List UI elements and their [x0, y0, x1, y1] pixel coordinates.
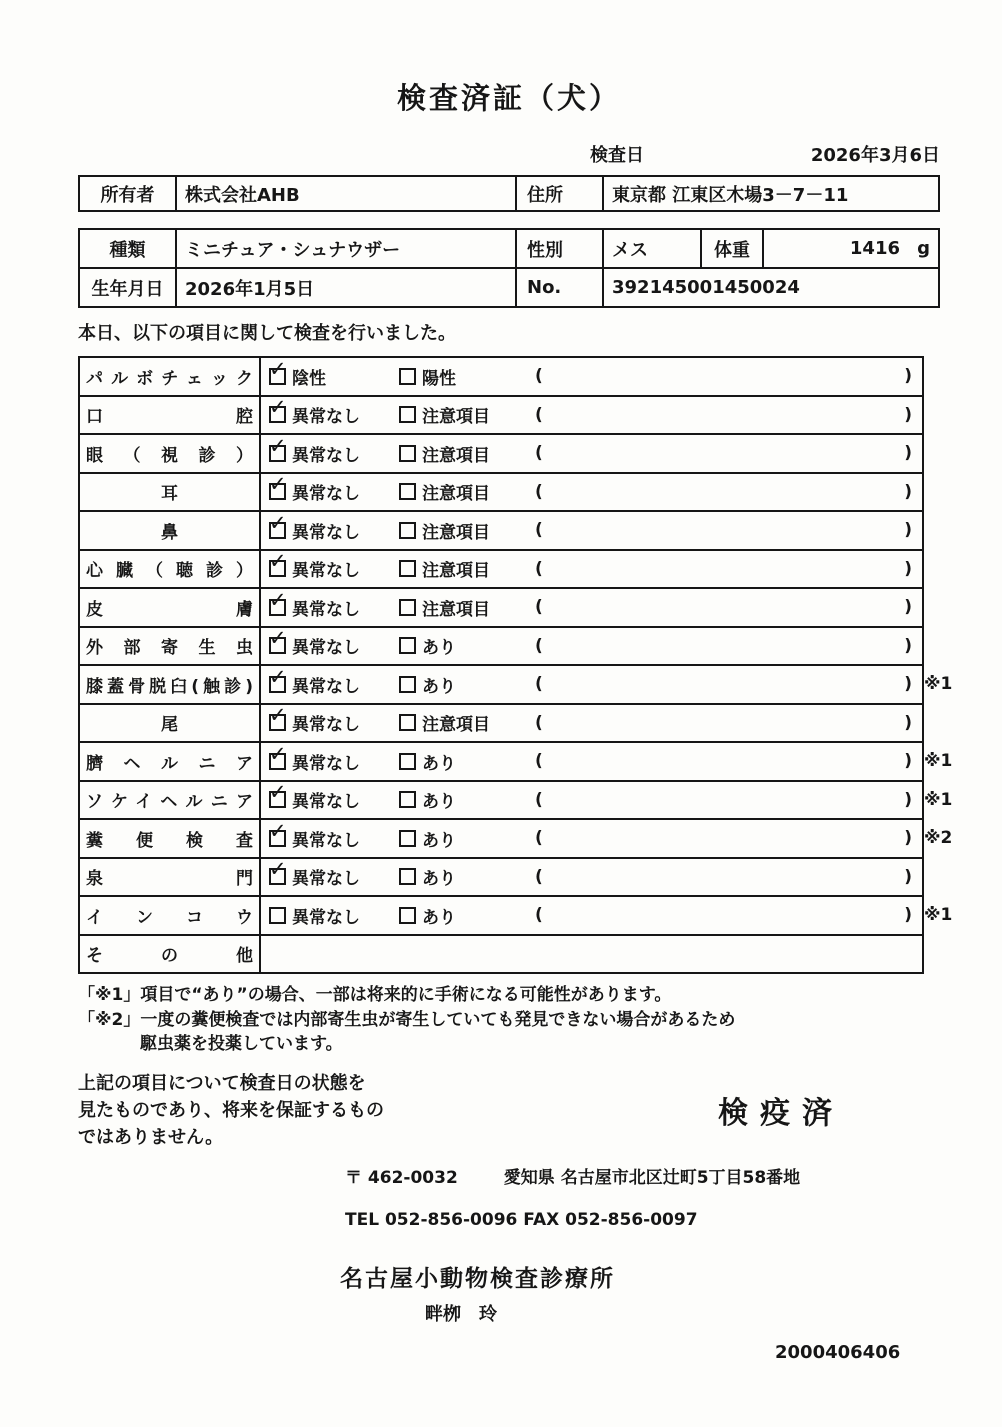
checklist-table: [78, 356, 953, 974]
paren-open: (: [535, 366, 543, 387]
item-label-text: 眼（視診）: [86, 445, 253, 466]
item-options: [261, 666, 922, 703]
weight-label: 体重: [701, 229, 763, 268]
option2-label: 注意項目: [422, 715, 490, 736]
option2-label: あり: [422, 676, 456, 697]
option1-label: 異常なし: [292, 484, 360, 505]
paren-close: ): [904, 674, 912, 695]
paren-open: (: [535, 751, 543, 772]
row-note: ※2: [924, 828, 953, 849]
option2: [399, 787, 535, 812]
option1-label: 異常なし: [292, 522, 360, 543]
option2: [399, 441, 535, 466]
paren-open: (: [535, 866, 543, 887]
option1-label: 異常なし: [292, 445, 360, 466]
item-label-text: 尾: [161, 715, 178, 736]
option2-checkbox: [399, 791, 416, 808]
item-options: [261, 474, 922, 511]
option1-label: 異常なし: [292, 830, 360, 851]
option2-checkbox: [399, 368, 416, 385]
item-label-cell: [80, 820, 261, 857]
item-label-text: 外部寄生虫: [86, 638, 253, 659]
item-label-cell: [80, 551, 261, 588]
item-label-cell: [80, 782, 261, 819]
item-options: [261, 782, 922, 819]
option1: [269, 710, 399, 735]
paren-close: ): [904, 905, 912, 926]
checklist-row: [80, 512, 922, 551]
option2-label: あり: [422, 907, 456, 928]
item-options: [261, 551, 922, 588]
option1-checkbox: [269, 791, 286, 808]
paren-open: (: [535, 712, 543, 733]
option1: [269, 672, 399, 697]
item-options: [261, 820, 922, 857]
paren-close: ): [904, 558, 912, 579]
item-label-cell: [80, 666, 261, 703]
option2: [399, 518, 535, 543]
checklist-row: [80, 897, 953, 936]
checklist-row: [80, 743, 953, 782]
option1: [269, 518, 399, 543]
paren-open: (: [535, 597, 543, 618]
item-options: [261, 936, 922, 973]
option1-checkbox: [269, 714, 286, 731]
checklist-row: [80, 397, 922, 436]
option2: [399, 633, 535, 658]
option1-label: 異常なし: [292, 561, 360, 582]
paren-open: (: [535, 443, 543, 464]
paren-close: ): [904, 404, 912, 425]
option2-checkbox: [399, 676, 416, 693]
disclaimer-and-stamp: [78, 1070, 940, 1151]
checklist-row: [80, 358, 922, 397]
option2-label: 陽性: [422, 368, 456, 389]
checklist-body: [80, 358, 953, 972]
option1-label: 異常なし: [292, 792, 360, 813]
option2: [399, 672, 535, 697]
intro-text: 本日、以下の項目に関して検査を行いました。: [78, 323, 456, 344]
item-options: [261, 705, 922, 742]
option2: [399, 402, 535, 427]
serial-number: 2000406406: [775, 1341, 901, 1363]
clinic-postal-code: 〒 462-0032: [345, 1167, 458, 1188]
checklist-row: [80, 589, 922, 628]
footnote-2-line1: 「※2」一度の糞便検査では内部寄生虫が寄生していても発見できない場合があるため: [78, 1009, 736, 1030]
item-label-text: パルボチェック: [86, 368, 253, 389]
option1-label: 陰性: [292, 368, 326, 389]
item-options: [261, 859, 922, 896]
option1-checkbox: [269, 368, 286, 385]
breed-label: 種類: [79, 229, 176, 268]
paren-close: ): [904, 635, 912, 656]
option2-checkbox: [399, 907, 416, 924]
option1-checkbox: [269, 483, 286, 500]
item-options: [261, 628, 922, 665]
option2-checkbox: [399, 868, 416, 885]
item-label-cell: [80, 474, 261, 511]
address-label: 住所: [516, 176, 603, 211]
checklist-row: [80, 666, 953, 705]
option2-checkbox: [399, 830, 416, 847]
option2: [399, 364, 535, 389]
item-label-cell: [80, 358, 261, 395]
option2-checkbox: [399, 637, 416, 654]
row-note: ※1: [924, 751, 953, 772]
option1-label: 異常なし: [292, 869, 360, 890]
item-label-text: 泉門: [86, 869, 253, 890]
weight-unit: g: [917, 238, 930, 259]
item-label-text: 臍ヘルニア: [86, 753, 253, 774]
paren-open: (: [535, 674, 543, 695]
option1-label: 異常なし: [292, 753, 360, 774]
item-label-text: その他: [86, 946, 253, 967]
disclaimer-line1: 上記の項目について検査日の状態を: [78, 1072, 366, 1094]
pet-table: [78, 228, 940, 308]
paren-close: ): [904, 520, 912, 541]
item-label-text: 口腔: [86, 407, 253, 428]
option1: [269, 903, 399, 928]
item-label-text: 膝蓋骨脱臼(触診): [86, 676, 253, 697]
owner-label: 所有者: [79, 176, 176, 211]
birthdate-value: 2026年1月5日: [176, 268, 516, 307]
option2-label: あり: [422, 830, 456, 851]
paren-open: (: [535, 828, 543, 849]
item-options: [261, 512, 922, 549]
option1-checkbox: [269, 637, 286, 654]
option1: [269, 556, 399, 581]
footnote-1: 「※1」項目で“あり”の場合、一部は将来的に手術になる可能性があります。: [78, 985, 672, 1005]
option1-checkbox: [269, 676, 286, 693]
item-options: [261, 589, 922, 626]
checklist-row: [80, 820, 953, 859]
item-label-text: 皮膚: [86, 599, 253, 620]
item-label-text: 糞便検査: [86, 830, 253, 851]
option1-label: 異常なし: [292, 676, 360, 697]
page-title: 検査済証（犬）: [396, 81, 621, 115]
paren-close: ): [904, 866, 912, 887]
option1-label: 異常なし: [292, 407, 360, 428]
paren-close: ): [904, 712, 912, 733]
option1-label: 異常なし: [292, 907, 360, 928]
option1-label: 異常なし: [292, 638, 360, 659]
option2: [399, 479, 535, 504]
paren-open: (: [535, 481, 543, 502]
checklist-row: [80, 474, 922, 513]
item-label-cell: [80, 628, 261, 665]
owner-table: [78, 175, 940, 212]
breed-value: ミニチュア・シュナウザー: [176, 229, 516, 268]
item-options: [261, 897, 922, 934]
option1-label: 異常なし: [292, 715, 360, 736]
weight-value: 1416 g: [763, 229, 939, 268]
paren-close: ): [904, 751, 912, 772]
checklist-row: [80, 936, 922, 973]
option2: [399, 903, 535, 928]
paren-close: ): [904, 828, 912, 849]
option2-checkbox: [399, 445, 416, 462]
option2-checkbox: [399, 599, 416, 616]
inspection-date-row: [78, 141, 940, 167]
paren-open: (: [535, 404, 543, 425]
option1: [269, 826, 399, 851]
row-note: ※1: [924, 674, 953, 695]
checklist-row: [80, 551, 922, 590]
no-label: No.: [516, 268, 603, 307]
item-options: [261, 435, 922, 472]
inspection-date-value: 2026年3月6日: [810, 145, 940, 166]
option1-checkbox: [269, 522, 286, 539]
checklist-row: [80, 435, 922, 474]
item-options: [261, 743, 922, 780]
sex-label: 性別: [516, 229, 603, 268]
option1-label: 異常なし: [292, 599, 360, 620]
certificate-page: [78, 0, 953, 1363]
inspection-date-label: 検査日: [590, 145, 644, 166]
option1-checkbox: [269, 907, 286, 924]
option2-label: あり: [422, 792, 456, 813]
no-value: 392145001450024: [603, 268, 939, 307]
option1-checkbox: [269, 830, 286, 847]
checklist-row: [80, 782, 953, 821]
option1: [269, 749, 399, 774]
option2: [399, 864, 535, 889]
option2: [399, 749, 535, 774]
option1-checkbox: [269, 445, 286, 462]
option2: [399, 710, 535, 735]
option1-checkbox: [269, 560, 286, 577]
option2: [399, 826, 535, 851]
paren-open: (: [535, 635, 543, 656]
option2: [399, 595, 535, 620]
option1-checkbox: [269, 753, 286, 770]
clinic-tel-fax: TEL 052-856-0096 FAX 052-856-0097: [345, 1209, 698, 1230]
option1: [269, 787, 399, 812]
option2-label: 注意項目: [422, 561, 490, 582]
option1: [269, 633, 399, 658]
item-label-cell: [80, 435, 261, 472]
item-label-cell: [80, 397, 261, 434]
option2-checkbox: [399, 522, 416, 539]
option2-checkbox: [399, 406, 416, 423]
item-label-cell: [80, 589, 261, 626]
option2-label: 注意項目: [422, 484, 490, 505]
item-label-cell: [80, 897, 261, 934]
option2-checkbox: [399, 714, 416, 731]
checklist-row: [80, 628, 922, 667]
clinic-address: 愛知県 名古屋市北区辻町5丁目58番地: [503, 1167, 801, 1188]
item-label-cell: [80, 859, 261, 896]
option1: [269, 595, 399, 620]
paren-open: (: [535, 905, 543, 926]
item-label-text: 鼻: [161, 522, 178, 543]
paren-close: ): [904, 443, 912, 464]
row-note: ※1: [924, 789, 953, 810]
option2-label: あり: [422, 638, 456, 659]
clinic-address-line: [345, 1163, 940, 1188]
option2-label: 注意項目: [422, 522, 490, 543]
checklist-row: [80, 705, 922, 744]
disclaimer-line3: ではありません。: [78, 1126, 224, 1148]
option1: [269, 364, 399, 389]
item-options: [261, 397, 922, 434]
veterinarian-name: 畔栁 玲: [425, 1303, 497, 1325]
option1: [269, 441, 399, 466]
paren-open: (: [535, 558, 543, 579]
option2-label: あり: [422, 753, 456, 774]
item-label-text: ソケイヘルニア: [86, 792, 253, 813]
birthdate-label: 生年月日: [79, 268, 176, 307]
option1-checkbox: [269, 868, 286, 885]
disclaimer-text: [78, 1070, 384, 1151]
option2-label: 注意項目: [422, 599, 490, 620]
paren-open: (: [535, 520, 543, 541]
item-label-text: 心臓（聴診）: [86, 561, 253, 582]
paren-open: (: [535, 789, 543, 810]
paren-close: ): [904, 789, 912, 810]
owner-value: 株式会社AHB: [176, 176, 516, 211]
option2-checkbox: [399, 560, 416, 577]
paren-close: ): [904, 597, 912, 618]
disclaimer-line2: 見たものであり、将来を保証するもの: [78, 1099, 384, 1121]
item-options: [261, 358, 922, 395]
address-value: 東京都 江東区木場3－7－11: [603, 176, 939, 211]
checklist-row: [80, 859, 922, 898]
option2-label: 注意項目: [422, 445, 490, 466]
footnotes: [78, 983, 940, 1057]
quarantine-stamp: 検疫済: [718, 1096, 844, 1132]
item-label-cell: [80, 705, 261, 742]
clinic-name: 名古屋小動物検査診療所: [340, 1265, 615, 1292]
option2-checkbox: [399, 753, 416, 770]
row-note: ※1: [924, 905, 953, 926]
item-label-cell: [80, 512, 261, 549]
option1: [269, 402, 399, 427]
option2-label: あり: [422, 869, 456, 890]
option2-checkbox: [399, 483, 416, 500]
item-label-cell: [80, 936, 261, 973]
item-label-cell: [80, 743, 261, 780]
option1: [269, 864, 399, 889]
option2: [399, 556, 535, 581]
footnote-2-line2: 駆虫薬を投薬しています。: [140, 1034, 343, 1055]
option1-checkbox: [269, 599, 286, 616]
paren-close: ): [904, 366, 912, 387]
paren-close: ): [904, 481, 912, 502]
option2-label: 注意項目: [422, 407, 490, 428]
option1-checkbox: [269, 406, 286, 423]
item-label-text: 耳: [161, 484, 178, 505]
sex-value: メス: [603, 229, 701, 268]
option1: [269, 479, 399, 504]
item-label-text: インコウ: [86, 907, 253, 928]
